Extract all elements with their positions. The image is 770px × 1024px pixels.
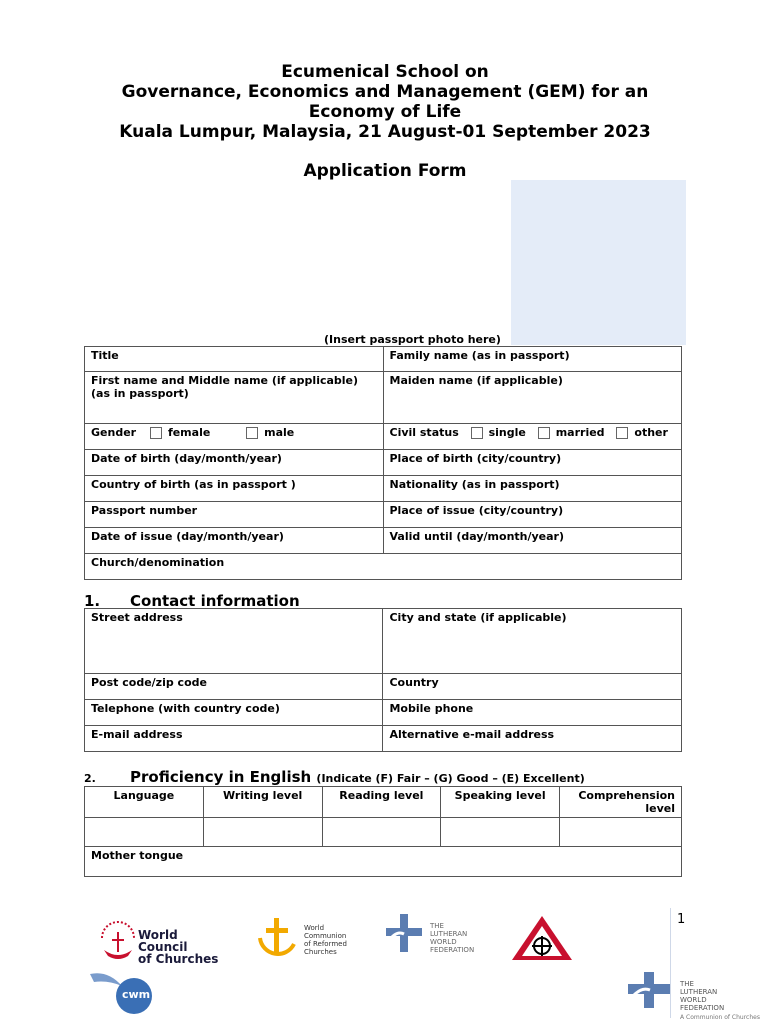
lwf2-text-3: WORLD: [680, 996, 707, 1004]
maiden-name-label: Maiden name (if applicable): [389, 374, 563, 387]
first-name-label: First name and Middle name (if applicable): [91, 374, 359, 387]
lwf-text-2: LUTHERAN: [430, 930, 468, 938]
wcrc-text-2: Communion: [304, 932, 347, 940]
other-label: other: [634, 426, 668, 439]
lwf-logo: [384, 912, 484, 958]
alt-email-field[interactable]: [383, 726, 682, 752]
lwf2-tagline: A Communion of Churches: [680, 1014, 760, 1021]
passport-number-field[interactable]: [85, 502, 384, 528]
title-field[interactable]: [85, 347, 384, 372]
passport-number-label: Passport number: [91, 504, 198, 517]
section-1-number: 1.: [84, 592, 101, 610]
postcode-field[interactable]: [85, 674, 383, 700]
family-name-label: Family name (as in passport): [389, 349, 570, 362]
lwf2-text-4: FEDERATION: [680, 1004, 725, 1012]
nationality-field[interactable]: [383, 476, 682, 502]
lwf-logo-2: [626, 970, 766, 1022]
lwf2-text-2: LUTHERAN: [680, 988, 718, 996]
wcrc-cross-icon: [252, 914, 302, 964]
postcode-label: Post code/zip code: [91, 676, 207, 689]
female-label: female: [167, 426, 211, 439]
page-number: 1: [677, 912, 686, 927]
wcrc-text-1: World: [304, 924, 325, 932]
mobile-label: Mobile phone: [389, 702, 474, 715]
lwf-cross-icon: [384, 912, 424, 954]
cwm-text: cwm: [122, 988, 151, 1001]
first-name-field[interactable]: [85, 372, 384, 424]
country-birth-label: Country of birth (as in passport ): [91, 478, 296, 491]
dob-field[interactable]: [85, 450, 384, 476]
pob-field[interactable]: [383, 450, 682, 476]
maiden-name-field[interactable]: [383, 372, 682, 424]
civil-status-label: Civil status: [389, 426, 459, 439]
country-label: Country: [389, 676, 439, 689]
email-field[interactable]: [85, 726, 383, 752]
lwf-cross-icon-2: [626, 970, 672, 1010]
writing-cell[interactable]: [203, 818, 322, 847]
date-issue-label: Date of issue (day/month/year): [91, 530, 284, 543]
wcc-ship-icon: [98, 920, 138, 964]
title-label: Title: [91, 349, 119, 362]
gender-row: [85, 424, 384, 450]
lwf-text-1: THE: [430, 922, 444, 930]
english-proficiency-table: [84, 786, 682, 877]
contact-table: [84, 608, 682, 752]
wcc-text-1: World Council: [138, 928, 188, 954]
mobile-field[interactable]: [383, 700, 682, 726]
section-2-subtitle: (Indicate (F) Fair – (G) Good – (E) Excellent): [316, 772, 585, 785]
female-checkbox[interactable]: [150, 427, 162, 439]
nationality-label: Nationality (as in passport): [389, 478, 560, 491]
city-field[interactable]: [383, 609, 682, 674]
passport-photo-box[interactable]: [511, 180, 686, 345]
married-label: married: [555, 426, 605, 439]
triangle-emblem-icon: [510, 914, 574, 962]
male-checkbox[interactable]: [246, 427, 258, 439]
male-label: male: [264, 426, 295, 439]
document-header: [0, 62, 770, 142]
mother-tongue-label: Mother tongue: [91, 849, 184, 862]
date-issue-field[interactable]: [85, 528, 384, 554]
civil-status-row: [383, 424, 682, 450]
family-name-field[interactable]: [383, 347, 682, 372]
speaking-cell[interactable]: [441, 818, 560, 847]
place-issue-label: Place of issue (city/country): [389, 504, 564, 517]
country-field[interactable]: [383, 674, 682, 700]
street-field[interactable]: [85, 609, 383, 674]
cca-logo: [510, 914, 574, 962]
valid-until-label: Valid until (day/month/year): [389, 530, 565, 543]
lwf-text-3: WORLD: [430, 938, 457, 946]
section-2-title: Proficiency in English: [130, 768, 312, 786]
valid-until-field[interactable]: [383, 528, 682, 554]
col-writing: Writing level: [203, 787, 322, 818]
pob-label: Place of birth (city/country): [389, 452, 562, 465]
wcc-text-2: of Churches: [138, 952, 219, 966]
telephone-label: Telephone (with country code): [91, 702, 280, 715]
lwf2-text-1: THE: [680, 980, 694, 988]
language-cell[interactable]: [85, 818, 204, 847]
reading-cell[interactable]: [322, 818, 441, 847]
single-label: single: [488, 426, 526, 439]
section-2-heading: [84, 768, 585, 786]
gender-label: Gender: [91, 426, 137, 439]
photo-caption: (Insert passport photo here): [324, 333, 501, 346]
col-language: Language: [85, 787, 204, 818]
col-speaking: Speaking level: [441, 787, 560, 818]
cwm-logo: [88, 966, 158, 1016]
wcrc-text-3: of Reformed: [304, 940, 347, 948]
header-line-1: Ecumenical School on: [281, 62, 489, 82]
alt-email-label: Alternative e-mail address: [389, 728, 555, 741]
married-checkbox[interactable]: [538, 427, 550, 439]
church-label: Church/denomination: [91, 556, 225, 569]
first-name-note: (as in passport): [91, 387, 189, 400]
personal-details-table: [84, 346, 682, 580]
street-label: Street address: [91, 611, 183, 624]
section-1-title: Contact information: [130, 592, 300, 610]
header-line-3: Economy of Life: [308, 102, 462, 122]
wcrc-logo: [252, 914, 362, 964]
telephone-field[interactable]: [85, 700, 383, 726]
city-label: City and state (if applicable): [389, 611, 567, 624]
comprehension-cell[interactable]: [560, 818, 682, 847]
single-checkbox[interactable]: [471, 427, 483, 439]
col-comprehension: Comprehension level: [560, 787, 682, 818]
church-field[interactable]: [85, 554, 682, 580]
header-line-2: Governance, Economics and Management (GEM) for an: [121, 82, 649, 102]
header-line-4: Kuala Lumpur, Malaysia, 21 August-01 September 2023: [119, 122, 651, 142]
wcc-logo: [98, 920, 228, 964]
country-birth-field[interactable]: [85, 476, 384, 502]
section-2-number: 2.: [84, 772, 96, 785]
dob-label: Date of birth (day/month/year): [91, 452, 282, 465]
other-checkbox[interactable]: [616, 427, 628, 439]
mother-tongue-field[interactable]: [85, 847, 682, 877]
form-title: Application Form: [303, 161, 467, 181]
place-issue-field[interactable]: [383, 502, 682, 528]
col-reading: Reading level: [322, 787, 441, 818]
lwf-text-4: FEDERATION: [430, 946, 475, 954]
wcrc-text-4: Churches: [304, 948, 337, 956]
email-label: E-mail address: [91, 728, 183, 741]
